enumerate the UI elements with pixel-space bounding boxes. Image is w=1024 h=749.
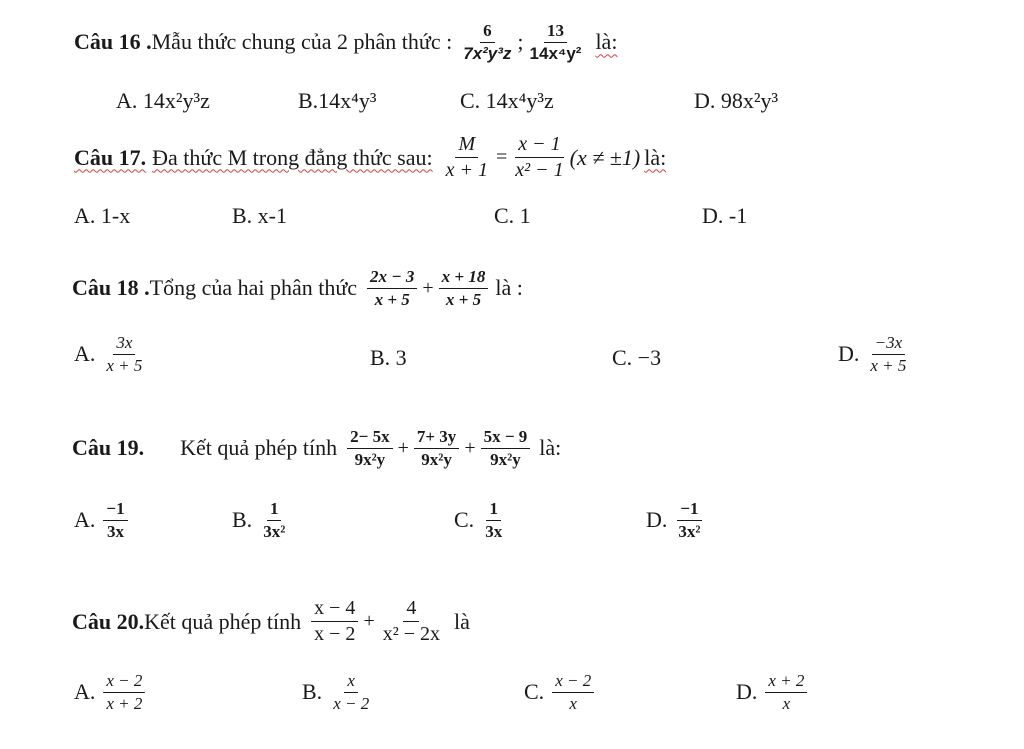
q17-option-c[interactable]: C. 1: [494, 203, 531, 228]
q20-option-d-fraction: $\frac{x + 2}{x}$: [765, 672, 807, 713]
q18-fraction-1: $\frac{2x - 3}{x + 5}$: [367, 268, 417, 309]
q18-option-a-label: A.: [74, 341, 96, 367]
q16-option-c[interactable]: C. 14x⁴y³z: [460, 88, 554, 113]
q18-fraction-2: $\frac{x + 18}{x + 5}$: [439, 268, 489, 309]
q19-option-b-label: B.: [232, 507, 253, 533]
q18-stem: [72, 268, 523, 309]
q16-stem: [74, 22, 617, 63]
q20-option-b-label: B.: [302, 679, 323, 705]
q19-plus-2: +: [464, 436, 476, 459]
q18-plus: +: [422, 276, 434, 299]
q16-number: Câu 16 .: [74, 29, 152, 55]
q17-tail: là:: [644, 144, 667, 170]
q20-option-a[interactable]: [74, 672, 148, 713]
q16-option-a[interactable]: A. 14x²y³z: [116, 88, 210, 113]
q20-tail: là: [454, 608, 470, 634]
q19-option-c-fraction: $\frac{1}{3x}$: [485, 499, 503, 541]
q20-option-d[interactable]: [736, 672, 810, 713]
q18-tail: là :: [495, 275, 523, 301]
q17-fraction-left: $\frac{M}{x + 1}$: [445, 133, 488, 181]
q18-option-c[interactable]: C. −3: [612, 345, 662, 370]
q18-option-a-fraction: $\frac{3x}{x + 5}$: [106, 333, 143, 375]
q19-fraction-3: $\frac{5x - 9}{\text{9x²y}}$: [481, 428, 531, 469]
q19-option-d-label: D.: [646, 507, 668, 533]
q16-tail: là:: [595, 29, 618, 55]
q20-fraction-1: $\frac{x - 4}{x - 2}$: [311, 598, 358, 645]
q19-option-c-label: C.: [454, 507, 475, 533]
q19-option-d[interactable]: [646, 500, 707, 541]
q19-option-a[interactable]: [74, 500, 131, 541]
q16-fraction-1: $\frac{6}{\text{7x²y³z}}$: [463, 21, 512, 63]
q19-number: Câu 19.: [72, 435, 145, 461]
q20-option-b[interactable]: [302, 672, 375, 713]
q19-fraction-2: $\frac{7+ 3y}{\text{9x²y}}$: [414, 428, 459, 469]
q20-stem: [72, 598, 470, 645]
q17-equals: =: [495, 146, 508, 168]
q17-condition: (x ≠ ±1): [569, 144, 641, 170]
q20-option-c-label: C.: [524, 679, 545, 705]
q16-fraction-2: $\frac{13}{\text{14x⁴y²}}$: [529, 21, 582, 63]
q19-fraction-1: $\frac{2- 5x}{\text{9x²y}}$: [347, 428, 392, 469]
q20-option-a-fraction: $\frac{x - 2}{x + 2}$: [103, 672, 145, 713]
q20-text: Kết quả phép tính: [144, 608, 302, 634]
q19-option-d-fraction: $\frac{-1}{\text{3x²}}$: [678, 499, 701, 541]
q17-option-b[interactable]: B. x-1: [232, 203, 287, 228]
q19-stem: [72, 428, 561, 469]
q19-option-c[interactable]: [454, 500, 508, 541]
q20-option-c-fraction: $\frac{x - 2}{x}$: [552, 672, 594, 713]
q18-option-b[interactable]: B. 3: [370, 345, 407, 370]
q20-number: Câu 20.: [72, 608, 145, 634]
q17-option-d[interactable]: D. -1: [702, 203, 748, 228]
q19-plus-1: +: [397, 436, 409, 459]
q16-option-d[interactable]: D. 98x²y³: [694, 88, 779, 113]
q18-option-d[interactable]: [838, 334, 912, 375]
q19-option-b[interactable]: [232, 500, 291, 541]
q17-stem: [74, 134, 666, 181]
q17-number: Câu 17.: [74, 144, 147, 170]
q20-option-d-label: D.: [736, 679, 758, 705]
q16-option-b[interactable]: B.14x⁴y³: [298, 88, 377, 113]
q20-option-a-label: A.: [74, 679, 96, 705]
q20-option-b-fraction: $\frac{x}{x - 2}$: [333, 671, 370, 713]
q18-option-d-label: D.: [838, 341, 860, 367]
q19-tail: là:: [539, 435, 562, 461]
q19-option-a-fraction: $\frac{-1}{3x}$: [103, 500, 127, 541]
q18-option-d-fraction: $\frac{-3x}{x + 5}$: [870, 333, 907, 375]
q16-separator: ;: [517, 29, 524, 55]
q20-fraction-2: $\frac{4}{\text{x² − 2x}}$: [382, 597, 440, 645]
q20-plus: +: [363, 610, 375, 632]
q19-text: Kết quả phép tính: [180, 435, 338, 461]
q18-text: Tổng của hai phân thức: [149, 275, 358, 301]
q16-text: Mẫu thức chung của 2 phân thức :: [151, 29, 453, 55]
q17-option-a[interactable]: A. 1-x: [74, 203, 131, 228]
q18-number: Câu 18 .: [72, 275, 150, 301]
q17-text: Đa thức M trong đẳng thức sau:: [152, 144, 433, 170]
q19-option-a-label: A.: [74, 507, 96, 533]
q18-option-a[interactable]: [74, 334, 148, 375]
q20-option-c[interactable]: [524, 672, 597, 713]
q17-fraction-right: $\frac{x - 1}{\text{x² − 1}}$: [515, 133, 564, 181]
q19-option-b-fraction: $\frac{1}{\text{3x²}}$: [263, 499, 286, 541]
